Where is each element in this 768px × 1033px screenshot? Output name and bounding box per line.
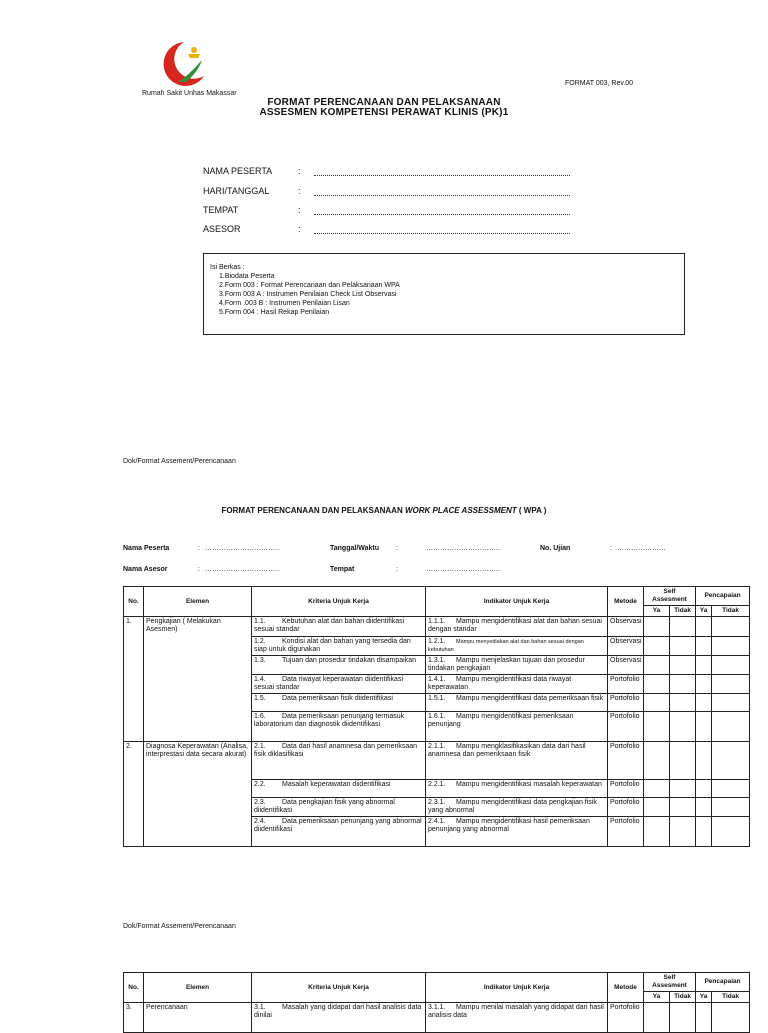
kriteria-text: Data pengkajian fisik yang abnormal diidentifikasi (254, 799, 395, 814)
header-tidak: Tidak (670, 606, 696, 617)
pencapaian-tidak-cell[interactable] (712, 817, 750, 847)
table-row (124, 742, 750, 780)
label-no-ujian: No. Ujian (540, 545, 571, 552)
kriteria-text: Kebutuhan alat dan bahan diidentifikasi sesuai standar (254, 618, 405, 633)
self-ya-cell[interactable] (644, 637, 670, 656)
row-indikator (426, 742, 608, 780)
berkas-item: 2.Form 003 : Format Perencanaan dan Pelaksanaan WPA (219, 282, 400, 289)
kriteria-number: 1.1. (254, 618, 266, 625)
kriteria-text: Masalah yang didapat dari hasil analisis data dinilai (254, 1004, 422, 1019)
header-ya: Ya (696, 606, 712, 617)
kriteria-number: 3.1. (254, 1004, 266, 1011)
pencapaian-tidak-cell[interactable] (712, 675, 750, 694)
header-metode: Metode (608, 973, 644, 1003)
pencapaian-ya-cell[interactable] (696, 742, 712, 780)
indikator-text: Mampu mengidentifikasi alat dan bahan sesuai dengan standar (428, 618, 602, 633)
indikator-text: Mampu mengidentifikasi pemeriksaan penunjang (428, 713, 574, 728)
nama-asesor-input[interactable]: ………………………….. (205, 566, 279, 573)
row-metode: Portofolio (608, 1003, 644, 1033)
format-code: FORMAT 003, Rev.00 (565, 80, 634, 87)
field-label-asesor: ASESOR (203, 224, 241, 234)
hospital-logo (158, 38, 214, 90)
row-metode: Portofolio (608, 694, 644, 712)
row-indikator (426, 817, 608, 847)
tempat-input[interactable]: ………………………….. (426, 566, 500, 573)
header-no: No. (124, 587, 144, 617)
pencapaian-ya-cell[interactable] (696, 1003, 712, 1033)
no-ujian-input[interactable]: ………………… (617, 545, 666, 552)
kriteria-number: 1.3. (254, 657, 266, 664)
row-no: 1. (124, 617, 144, 742)
self-tidak-cell[interactable] (670, 742, 696, 780)
asesor-field[interactable] (314, 223, 570, 234)
label-nama-asesor: Nama Asesor (123, 566, 168, 573)
self-ya-cell[interactable] (644, 1003, 670, 1033)
field-label-tempat: TEMPAT (203, 205, 239, 215)
indikator-text: Mampu menjelaskan tujuan dan prosedur tindakan pengkajian (428, 657, 585, 672)
self-tidak-cell[interactable] (670, 656, 696, 675)
indikator-number: 1.1.1. (428, 618, 446, 625)
indikator-number: 3.1.1. (428, 1004, 446, 1011)
row-metode: Portofolio (608, 712, 644, 742)
tanggal-input[interactable]: ………………………….. (426, 545, 500, 552)
pencapaian-tidak-cell[interactable] (712, 637, 750, 656)
row-kriteria (252, 1003, 426, 1033)
indikator-number: 1.2.1. (428, 638, 446, 645)
tempat-field[interactable] (314, 204, 570, 215)
label-nama-peserta: Nama Peserta (123, 545, 170, 552)
kriteria-text: Data pemeriksaan penunjang yang abnormal diidentifikasi (254, 818, 422, 833)
row-indikator (426, 712, 608, 742)
pencapaian-tidak-cell[interactable] (712, 798, 750, 817)
kriteria-number: 2.3. (254, 799, 266, 806)
colon: : (610, 545, 612, 552)
indikator-text: Mampu menyediakan alat dan bahan sesuai dengan kebutuhan (428, 639, 584, 653)
berkas-box (203, 253, 685, 335)
table-row (124, 1003, 750, 1033)
self-tidak-cell[interactable] (670, 694, 696, 712)
row-indikator (426, 798, 608, 817)
pencapaian-ya-cell[interactable] (696, 798, 712, 817)
header-ya: Ya (696, 992, 712, 1003)
colon: : (198, 545, 200, 552)
field-colon: : (298, 205, 301, 215)
pencapaian-tidak-cell[interactable] (712, 694, 750, 712)
self-tidak-cell[interactable] (670, 712, 696, 742)
kriteria-text: Data pemeriksaan penunjang termasuk laboratorium dan diagnostik diidentifikasi (254, 713, 405, 728)
row-metode: Observasi (608, 656, 644, 675)
header-pencapaian: Pencapaian (696, 973, 750, 992)
pencapaian-tidak-cell[interactable] (712, 1003, 750, 1033)
indikator-text: Mampu mengidentifikasi data pemeriksaan fisik (456, 695, 604, 702)
indikator-number: 1.3.1. (428, 657, 446, 664)
header-tidak: Tidak (712, 992, 750, 1003)
self-tidak-cell[interactable] (670, 1003, 696, 1033)
row-indikator (426, 780, 608, 798)
header-tidak: Tidak (712, 606, 750, 617)
self-ya-cell[interactable] (644, 675, 670, 694)
row-elemen: Pengkajian ( Melakukan Asesmen) (144, 617, 252, 742)
field-colon: : (298, 224, 301, 234)
indikator-number: 1.4.1. (428, 676, 446, 683)
pencapaian-tidak-cell[interactable] (712, 617, 750, 637)
field-colon: : (298, 166, 301, 176)
kriteria-text: Kondisi alat dan bahan yang tersedia dan siap untuk digunakan (254, 638, 411, 653)
header-elemen: Elemen (144, 587, 252, 617)
pencapaian-ya-cell[interactable] (696, 694, 712, 712)
self-ya-cell[interactable] (644, 617, 670, 637)
indikator-number: 2.1.1. (428, 743, 446, 750)
pencapaian-ya-cell[interactable] (696, 675, 712, 694)
header-tidak: Tidak (670, 992, 696, 1003)
self-ya-cell[interactable] (644, 780, 670, 798)
hari-tanggal-field[interactable] (314, 185, 570, 196)
row-kriteria (252, 694, 426, 712)
row-metode: Portofolio (608, 742, 644, 780)
field-label-nama-peserta: NAMA PESERTA (203, 166, 273, 176)
pencapaian-ya-cell[interactable] (696, 637, 712, 656)
colon: : (396, 566, 398, 573)
kriteria-text: Masalah keperawatan diidentifikasi (282, 781, 391, 788)
kriteria-number: 2.2. (254, 781, 266, 788)
pencapaian-ya-cell[interactable] (696, 617, 712, 637)
row-kriteria (252, 637, 426, 656)
row-indikator (426, 617, 608, 637)
row-metode: Portofolio (608, 817, 644, 847)
indikator-number: 2.2.1. (428, 781, 446, 788)
row-indikator (426, 675, 608, 694)
field-label-hari-tanggal: HARI/TANGGAL (203, 186, 270, 196)
pencapaian-ya-cell[interactable] (696, 817, 712, 847)
header-self-assesment: Self Assesment (644, 587, 696, 606)
row-elemen: Diagnosa Keperawatan (Analisa, interprestasi data secara akurat) (144, 742, 252, 847)
kriteria-text: Data pemeriksaan fisik diidentifikasi (282, 695, 393, 702)
wpa-table (123, 586, 750, 847)
kriteria-number: 1.5. (254, 695, 266, 702)
kriteria-text: Data riwayat keperawatan diidentifikasi sesuai standar (254, 676, 404, 691)
row-kriteria (252, 712, 426, 742)
nama-peserta-field[interactable] (314, 165, 570, 176)
header-kriteria: Kriteria Unjuk Kerja (252, 587, 426, 617)
row-metode: Portofolio (608, 675, 644, 694)
self-tidak-cell[interactable] (670, 780, 696, 798)
row-kriteria (252, 742, 426, 780)
indikator-number: 2.3.1. (428, 799, 446, 806)
row-metode: Observasi (608, 617, 644, 637)
hospital-name: Rumah Sakit Unhas Makassar (142, 90, 237, 97)
self-tidak-cell[interactable] (670, 817, 696, 847)
row-no: 2. (124, 742, 144, 847)
pencapaian-tidak-cell[interactable] (712, 780, 750, 798)
indikator-text: Mampu mengidentifikasi data pengkajian fisik yang abnormal (428, 799, 597, 814)
berkas-item: 1.Biodata Peserta (219, 273, 275, 280)
berkas-item: 3.Form 003 A : Instrumen Penilaian Check List Observasi (219, 291, 397, 298)
colon: : (198, 566, 200, 573)
header-kriteria: Kriteria Unjuk Kerja (252, 973, 426, 1003)
row-kriteria (252, 798, 426, 817)
row-metode: Portofolio (608, 798, 644, 817)
dok-label: Dok/Format Assement/Perencanaan (123, 458, 236, 465)
indikator-text: Mampu mengidentifikasi data riwayat keperawatan (428, 676, 572, 691)
table-row (124, 617, 750, 637)
self-tidak-cell[interactable] (670, 675, 696, 694)
header-no: No. (124, 973, 144, 1003)
berkas-title: Isi Berkas : (210, 264, 245, 271)
row-indikator (426, 694, 608, 712)
indikator-number: 1.6.1. (428, 713, 446, 720)
row-no: 3. (124, 1003, 144, 1033)
self-ya-cell[interactable] (644, 712, 670, 742)
table-body (124, 617, 750, 847)
header-pencapaian: Pencapaian (696, 587, 750, 606)
self-ya-cell[interactable] (644, 798, 670, 817)
document-subtitle: ASSESMEN KOMPETENSI PERAWAT KLINIS (PK)1 (259, 107, 509, 118)
pencapaian-tidak-cell[interactable] (712, 712, 750, 742)
kriteria-number: 2.4. (254, 818, 266, 825)
row-metode: Portofolio (608, 780, 644, 798)
row-elemen: Perencanaan (144, 1003, 252, 1033)
row-indikator (426, 1003, 608, 1033)
kriteria-number: 1.4. (254, 676, 266, 683)
header-ya: Ya (644, 606, 670, 617)
pencapaian-ya-cell[interactable] (696, 780, 712, 798)
row-kriteria (252, 656, 426, 675)
row-kriteria (252, 780, 426, 798)
self-tidak-cell[interactable] (670, 617, 696, 637)
header-self-assesment: Self Assesment (644, 973, 696, 992)
kriteria-number: 2.1. (254, 743, 266, 750)
header-metode: Metode (608, 587, 644, 617)
kriteria-text: Tujuan dan prosedur tindakan disampaikan (282, 657, 416, 664)
label-tempat: Tempat (330, 566, 355, 573)
header-ya: Ya (644, 992, 670, 1003)
indikator-text: Mampu mengidentifikasi hasil pemeriksaan penunjang yang abnormal (428, 818, 590, 833)
self-tidak-cell[interactable] (670, 637, 696, 656)
pencapaian-ya-cell[interactable] (696, 656, 712, 675)
self-ya-cell[interactable] (644, 694, 670, 712)
row-indikator (426, 637, 608, 656)
berkas-item: 5.Form 004 : Hasil Rekap Penilaian (219, 309, 330, 316)
nama-peserta-input[interactable]: ………………………….. (205, 545, 279, 552)
row-metode: Observasi (608, 637, 644, 656)
header-indikator: Indikator Unjuk Kerja (426, 973, 608, 1003)
indikator-text: Mampu mengidentifikasi masalah keperawatan (456, 781, 602, 788)
row-kriteria (252, 817, 426, 847)
indikator-number: 1.5.1. (428, 695, 446, 702)
row-kriteria (252, 617, 426, 637)
kriteria-number: 1.2. (254, 638, 266, 645)
berkas-item: 4.Form .003 B : Instrumen Penilaian Lisan (219, 300, 350, 307)
indikator-number: 2.4.1. (428, 818, 446, 825)
label-tanggal: Tanggal/Waktu (330, 545, 379, 552)
self-ya-cell[interactable] (644, 656, 670, 675)
row-kriteria (252, 675, 426, 694)
pencapaian-tidak-cell[interactable] (712, 656, 750, 675)
self-tidak-cell[interactable] (670, 798, 696, 817)
wpa-title: FORMAT PERENCANAAN DAN PELAKSANAAN WORK PLACE ASSESSMENT ( WPA ) (221, 506, 547, 515)
row-indikator (426, 656, 608, 675)
document-title: FORMAT PERENCANAAN DAN PELAKSANAAN (267, 97, 501, 108)
dok-label: Dok/Format Assement/Perencanaan (123, 923, 236, 930)
header-indikator: Indikator Unjuk Kerja (426, 587, 608, 617)
self-ya-cell[interactable] (644, 742, 670, 780)
pencapaian-ya-cell[interactable] (696, 712, 712, 742)
field-colon: : (298, 186, 301, 196)
indikator-text: Mampu mengklasifikasikan data dari hasil anamnesa dan pemeriksaan fisik (428, 743, 586, 758)
kriteria-number: 1.6. (254, 713, 266, 720)
colon: : (396, 545, 398, 552)
indikator-text: Mampu menilai masalah yang didapat dari hasil analisis data (428, 1004, 604, 1019)
pencapaian-tidak-cell[interactable] (712, 742, 750, 780)
self-ya-cell[interactable] (644, 817, 670, 847)
kriteria-text: Data dari hasil anamnesa dan pemeriksaan fisik diklasifikasi (254, 743, 418, 758)
header-elemen: Elemen (144, 973, 252, 1003)
